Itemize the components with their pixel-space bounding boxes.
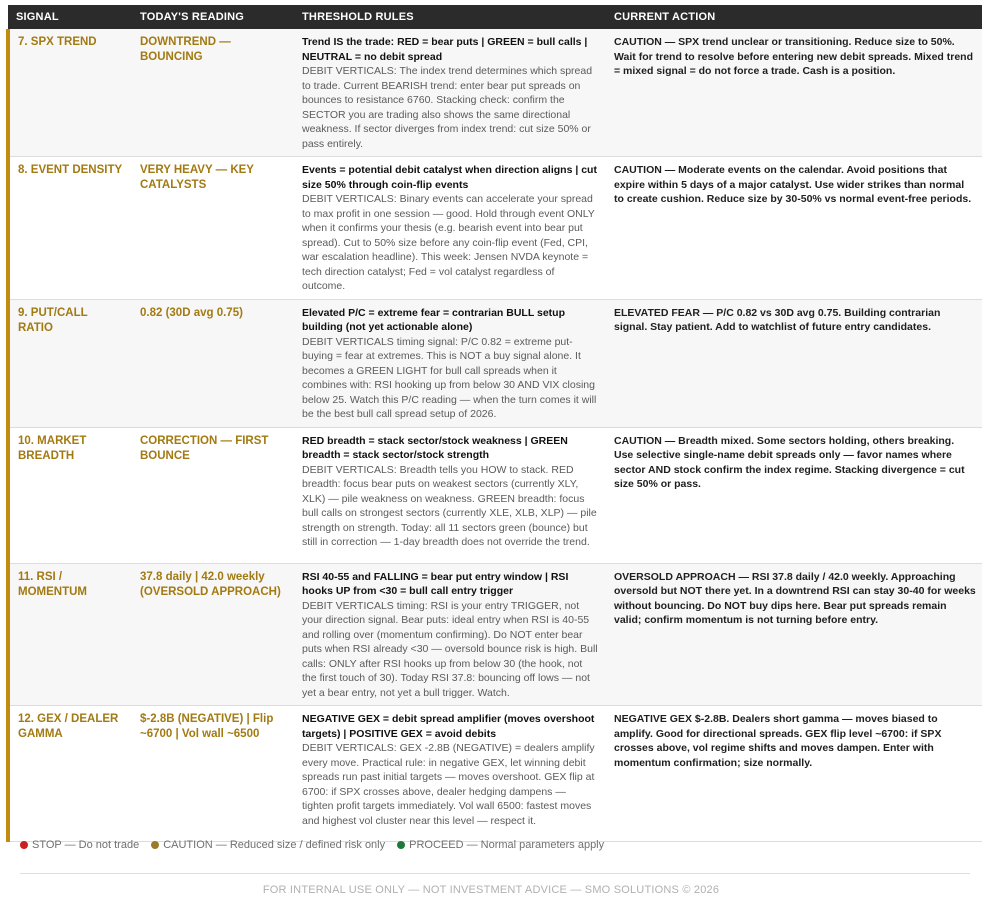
- rule-detail: DEBIT VERTICALS: Binary events can accelerate your spread to max profit in one session — good. Hold through event ONLY when it confirms your thesis (e.g. bearish event into bear put spread). Cut to 50% size before any coin-flip event (Fed, CPI, war escalation headline). This week: Jensen NVDA keynote = tech direction catalyst; Fed = vol catalyst regardless of outcome.: [302, 193, 595, 292]
- legend-label-proceed: PROCEED — Normal parameters apply: [409, 839, 605, 851]
- table-header-row: [8, 5, 982, 29]
- rule-detail: DEBIT VERTICALS timing signal: P/C 0.82 = extreme put-buying = fear at extremes. This is NOT a buy signal alone. It becomes a GREEN LIGHT for bull call spreads when it combines with: RSI hooking up from below 30 AND VIX closing below 25. Watch this P/C reading — when the turn comes it will be the best bull call spread setup of 2026.: [302, 335, 597, 420]
- rule-detail: DEBIT VERTICALS: The index trend determines which spread to trade. Current BEARISH trend: enter bear put spreads on bounces to resistance 6760. Stacking check: confirm the SECTOR you are trading also shows the same directional weakness. If sector diverges from index trend: cut size 50% or pass entirely.: [302, 65, 593, 150]
- signal-table-container: [6, 5, 982, 842]
- reading-cell: VERY HEAVY — KEY CATALYSTS: [132, 157, 294, 300]
- legend-item-stop: [20, 839, 139, 851]
- rule-headline: NEGATIVE GEX = debit spread amplifier (moves overshoot targets) | POSITIVE GEX = avoid debits: [302, 713, 595, 740]
- rules-cell: [294, 706, 606, 842]
- reading-cell: $-2.8B (NEGATIVE) | Flip ~6700 | Vol wall ~6500: [132, 706, 294, 842]
- signal-cell: 7. SPX TREND: [8, 29, 132, 157]
- rule-headline: Elevated P/C = extreme fear = contrarian BULL setup building (not yet actionable alone): [302, 306, 565, 333]
- rules-cell: [294, 157, 606, 300]
- reading-cell: DOWNTREND — BOUNCING: [132, 29, 294, 157]
- action-cell: NEGATIVE GEX $-2.8B. Dealers short gamma — moves biased to amplify. Good for directional spreads. GEX flip level ~6700: if SPX crosses above, vol regime shifts and moves dampen. Enter with momentum confirmation; size normally.: [606, 706, 982, 842]
- table-row: [8, 563, 982, 706]
- rules-cell: [294, 563, 606, 706]
- rules-cell: [294, 299, 606, 427]
- signal-cell: 10. MARKET BREADTH: [8, 427, 132, 563]
- column-header-reading: TODAY'S READING: [132, 5, 294, 29]
- rule-headline: RED breadth = stack sector/stock weakness | GREEN breadth = stack sector/stock strength: [302, 434, 568, 461]
- reading-cell: CORRECTION — FIRST BOUNCE: [132, 427, 294, 563]
- signal-cell: 9. PUT/CALL RATIO: [8, 299, 132, 427]
- column-header-action: CURRENT ACTION: [606, 5, 982, 29]
- rules-cell: [294, 29, 606, 157]
- action-cell: CAUTION — Breadth mixed. Some sectors holding, others breaking. Use selective single-name debit spreads only — favor names where sector AND stock confirm the index regime. Stacking divergence = cut size 50% or pass.: [606, 427, 982, 563]
- action-cell: ELEVATED FEAR — P/C 0.82 vs 30D avg 0.75. Building contrarian signal. Stay patient. Add to watchlist of future entry candidates.: [606, 299, 982, 427]
- footer-divider: [20, 873, 970, 874]
- column-header-rules: THRESHOLD RULES: [294, 5, 606, 29]
- rule-headline: Events = potential debit catalyst when direction aligns | cut size 50% through coin-flip events: [302, 164, 597, 191]
- table-row: [8, 157, 982, 300]
- legend-label-stop: STOP — Do not trade: [32, 839, 140, 851]
- rule-detail: DEBIT VERTICALS timing: RSI is your entry TRIGGER, not your direction signal. Bear puts: ideal entry when RSI is 40-55 and rolling over (momentum confirming). Do NOT enter bear puts when RSI already <30 — oversold bounce risk is high. Bull calls: ONLY after RSI hooks up from below 30 (the hook, not the first touch of 30). Today RSI 37.8: bouncing off lows — not yet a bear entry, not yet a bull trigger. Watch.: [302, 599, 598, 699]
- proceed-dot-icon: [397, 841, 405, 849]
- rule-detail: DEBIT VERTICALS: Breadth tells you HOW to stack. RED breadth: focus bear puts on weakest sectors (currently XLY, XLK) — pile weakness on weakness. GREEN breadth: focus bull calls on strongest sectors (currently XLE, XLB, XLP) — pile strength on strength. Today: all 11 sectors green (bounce) but still in correction — 1-day breadth does not override the trend.: [302, 463, 597, 548]
- rule-headline: RSI 40-55 and FALLING = bear put entry window | RSI hooks UP from <30 = bull call entry trigger: [302, 570, 569, 597]
- rule-detail: DEBIT VERTICALS: GEX -2.8B (NEGATIVE) = dealers amplify every move. Practical rule: in negative GEX, let winning debit spreads run past initial targets — moves overshoot. GEX flip at 6700: if SPX crosses above, dealer hedging dampens — tighten profit targets immediately. Vol wall 6500: fastest moves and highest vol cluster near this level — respect it.: [302, 742, 595, 827]
- column-header-signal: SIGNAL: [8, 5, 132, 29]
- legend-item-caution: [151, 839, 385, 851]
- reading-cell: 0.82 (30D avg 0.75): [132, 299, 294, 427]
- rules-cell: [294, 427, 606, 563]
- table-row: [8, 299, 982, 427]
- reading-cell: 37.8 daily | 42.0 weekly (OVERSOLD APPROACH): [132, 563, 294, 706]
- legend-label-caution: CAUTION — Reduced size / defined risk only: [163, 839, 386, 851]
- caution-dot-icon: [151, 841, 159, 849]
- legend-item-proceed: [397, 839, 604, 851]
- signal-table: [6, 5, 982, 842]
- action-cell: CAUTION — SPX trend unclear or transitioning. Reduce size to 50%. Wait for trend to resolve before entering new debit spreads. Mixed trend = mixed signal = do not force a trade. Cash is a position.: [606, 29, 982, 157]
- rule-headline: Trend IS the trade: RED = bear puts | GREEN = bull calls | NEUTRAL = no debit spread: [302, 36, 588, 63]
- signal-cell: 11. RSI / MOMENTUM: [8, 563, 132, 706]
- table-row: [8, 427, 982, 563]
- action-cell: CAUTION — Moderate events on the calendar. Avoid positions that expire within 5 days of a major catalyst. Use wider strikes than normal to create cushion. Reduce size by 30-50% vs normal event-free periods.: [606, 157, 982, 300]
- signal-cell: 12. GEX / DEALER GAMMA: [8, 706, 132, 842]
- action-cell: OVERSOLD APPROACH — RSI 37.8 daily / 42.0 weekly. Approaching oversold but NOT there yet. In a downtrend RSI can stay 30-40 for weeks without bouncing. Do NOT buy dips here. Bear put spreads remain valid; confirm momentum is not turning before entry.: [606, 563, 982, 706]
- stop-dot-icon: [20, 841, 28, 849]
- table-row: [8, 29, 982, 157]
- status-legend: [20, 839, 608, 851]
- signal-cell: 8. EVENT DENSITY: [8, 157, 132, 300]
- footer-disclaimer: FOR INTERNAL USE ONLY — NOT INVESTMENT ADVICE — SMO SOLUTIONS © 2026: [262, 884, 720, 896]
- table-row: [8, 706, 982, 842]
